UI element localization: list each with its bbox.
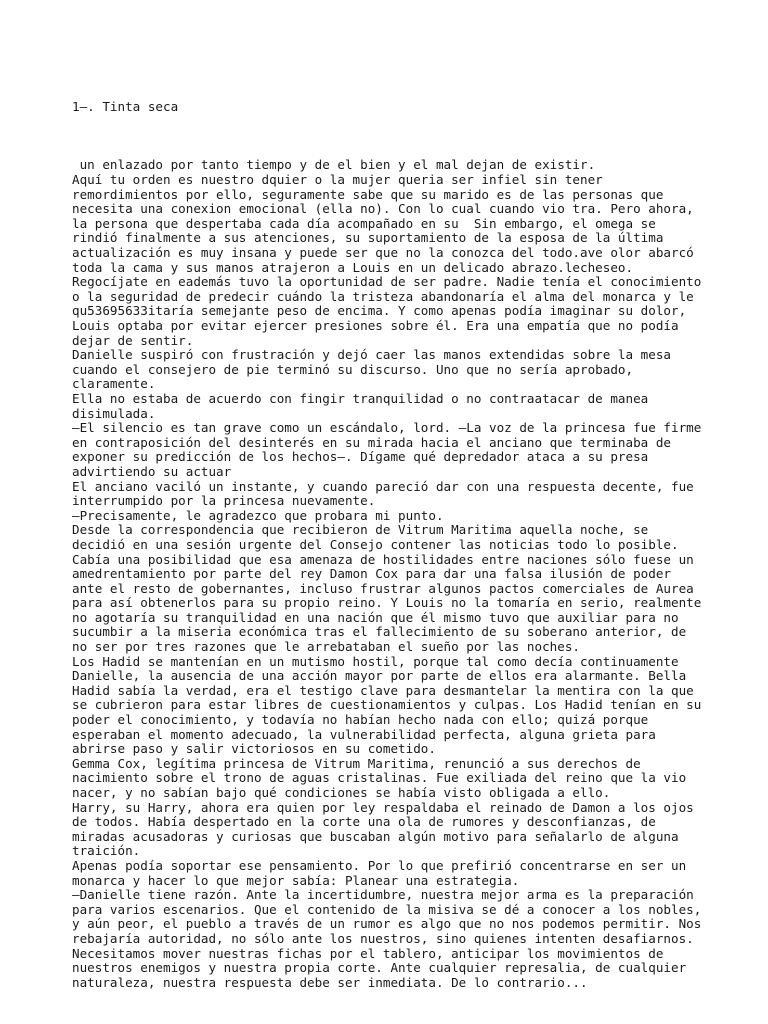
- text-line: remordimientos por ello, seguramente sabe que su marido es de las personas que: [72, 186, 664, 202]
- text-line: Louis optaba por evitar ejercer presiones sobre él. Era una empatía que no podía: [72, 318, 679, 333]
- text-line: Aquí tu orden es nuestro dquier o la mujer queria ser infiel sin tener: [72, 172, 603, 188]
- text-line: Danielle suspiró con frustración y dejó caer las manos extendidas sobre la mesa: [72, 347, 671, 363]
- text-line: —Precisamente, le agradezco que probara mi punto.: [72, 507, 444, 523]
- text-line: en contraposición del desinterés en su mirada hacia el anciano que terminaba de: [72, 434, 671, 450]
- text-line: y aún peor, el pueblo a través de un rumor es algo que no nos podemos permitir. Nos: [72, 916, 702, 932]
- text-line: —Danielle tiene razón. Ante la incertidumbre, nuestra mejor arma es la preparación: [72, 887, 694, 903]
- text-line: Hadid sabía la verdad, era el testigo clave para desmantelar la mentira con la que: [72, 682, 694, 698]
- text-line: actualización es muy insana y puede ser que no la conozca del todo.ave olor abarcó: [72, 245, 694, 261]
- text-line: Gemma Cox, legítima princesa de Vitrum Maritima, renunció a sus derechos de: [72, 755, 641, 771]
- text-line: la persona que despertaba cada día acompañado en su Sin embargo, el omega se: [72, 215, 656, 231]
- text-line: Los Hadid se mantenían en un mutismo hostil, porque tal como decía continuamente: [72, 653, 679, 669]
- text-line: para así obtenerlos para su propio reino. Y Louis no la tomaría en serio, realmente: [72, 595, 702, 611]
- text-line: cuando el consejero de pie terminó su discurso. Uno que no sería aprobado,: [72, 361, 634, 377]
- text-line: esperaban el momento adecuado, la vulnerabilidad perfecta, alguna grieta para: [72, 726, 656, 742]
- text-line: o la seguridad de predecir cuándo la tristeza abandonaría el alma del monarca y le: [72, 288, 694, 304]
- text-line: monarca y hacer lo que mejor sabía: Planear una estrategia.: [72, 872, 520, 888]
- text-line: disimulada.: [72, 405, 156, 421]
- text-line: nacer, y no sabían bajo qué condiciones se había visto obligada a ello.: [72, 785, 611, 800]
- text-line: nacimiento sobre el trono de aguas cristalinas. Fue exiliada del reino que la vio: [72, 770, 687, 786]
- text-line: claramente.: [72, 376, 156, 392]
- text-line: de todos. Había despertado en la corte una ola de rumores y desconfianzas, de: [72, 814, 656, 830]
- text-line: un enlazado por tanto tiempo y de el bien y el mal dejan de existir.: [72, 157, 596, 173]
- text-line: naturaleza, nuestra respuesta debe ser inmediata. De lo contrario...: [72, 974, 588, 990]
- text-line: advirtiendo su actuar: [72, 463, 232, 479]
- text-line: rebajaría autoridad, no sólo ante los nuestros, sino quienes intenten desafiarnos.: [72, 930, 694, 946]
- document-page: [72, 71, 712, 1005]
- text-line: Danielle, la ausencia de una acción mayor por parte de ellos era alarmante. Bella: [72, 668, 687, 684]
- text-line: para varios escenarios. Que el contenido de la misiva se dé a conocer a los nobles,: [72, 901, 702, 917]
- document-body: [72, 158, 712, 990]
- text-line: traición.: [72, 843, 141, 859]
- text-line: se cubrieron para estar libres de cuestionamientos y culpas. Los Hadid tenían en su: [72, 697, 702, 713]
- text-line: abrirse paso y salir victoriosos en su cometido.: [72, 741, 436, 757]
- text-line: —El silencio es tan grave como un escándalo, lord. —La voz de la princesa fue firme: [72, 420, 702, 436]
- text-line: Apenas podía soportar ese pensamiento. Por lo que prefirió concentrarse en ser un: [72, 857, 687, 873]
- text-line: interrumpido por la princesa nuevamente.: [72, 493, 376, 509]
- text-line: qu53695633itaría semejante peso de encima. Y como apenas podía imaginar su dolor,: [72, 303, 687, 319]
- text-line: dejar de sentir.: [72, 332, 194, 348]
- chapter-title: 1—. Tinta seca: [72, 99, 179, 115]
- text-line: Necesitamos mover nuestras fichas por el tablero, anticipar los movimientos de: [72, 945, 664, 961]
- text-line: toda la cama y sus manos atrajeron a Louis en un delicado abrazo.lecheseo.: [72, 259, 634, 275]
- text-line: Harry, su Harry, ahora era quien por ley respaldaba el reinado de Damon a los ojos: [72, 799, 694, 815]
- text-line: Ella no estaba de acuerdo con fingir tranquilidad o no contraatacar de manea: [72, 390, 649, 406]
- text-line: Cabía una posibilidad que esa amenaza de hostilidades entre naciones sólo fuese un: [72, 551, 694, 567]
- text-line: Desde la correspondencia que recibieron de Vitrum Maritima aquella noche, se: [72, 522, 649, 538]
- text-line: miradas acusadoras y curiosas que buscaban algún motivo para señalarlo de alguna: [72, 828, 679, 844]
- text-line: sucumbir a la miseria económica tras el fallecimiento de su soberano anterior, de: [72, 624, 687, 640]
- text-line: amedrentamiento por parte del rey Damon Cox para dar una falsa ilusión de poder: [72, 566, 671, 582]
- text-line: no ser por tres razones que le arrebataban el sueño por las noches.: [72, 639, 580, 655]
- text-line: El anciano vaciló un instante, y cuando pareció dar con una respuesta decente, fue: [72, 478, 694, 494]
- text-line: necesita una conexion emocional (ella no). Con lo cual cuando vio tra. Pero ahora,: [72, 201, 694, 217]
- text-line: ante el resto de gobernantes, incluso frustrar algunos pactos comerciales de Aurea: [72, 580, 694, 596]
- text-line: rindió finalmente a sus atenciones, su suportamiento de la esposa de la última: [72, 230, 664, 246]
- text-line: poder el conocimiento, y todavía no habían hecho nada con ello; quizá porque: [72, 712, 649, 728]
- text-line: decidió en una sesión urgente del Consejo contener las noticias todo lo posible.: [72, 536, 679, 552]
- text-line: Regocíjate en eademás tuvo la oportunidad de ser padre. Nadie tenía el conocimiento: [72, 274, 702, 290]
- text-line: no agotaría su tranquilidad en una nación que él mismo tuvo que auxiliar para no: [72, 609, 679, 625]
- text-line: nuestros enemigos y nuestra propia corte. Ante cualquier represalia, de cualquier: [72, 960, 687, 976]
- text-line: exponer su predicción de los hechos—. Dígame qué depredador ataca a su presa: [72, 449, 649, 465]
